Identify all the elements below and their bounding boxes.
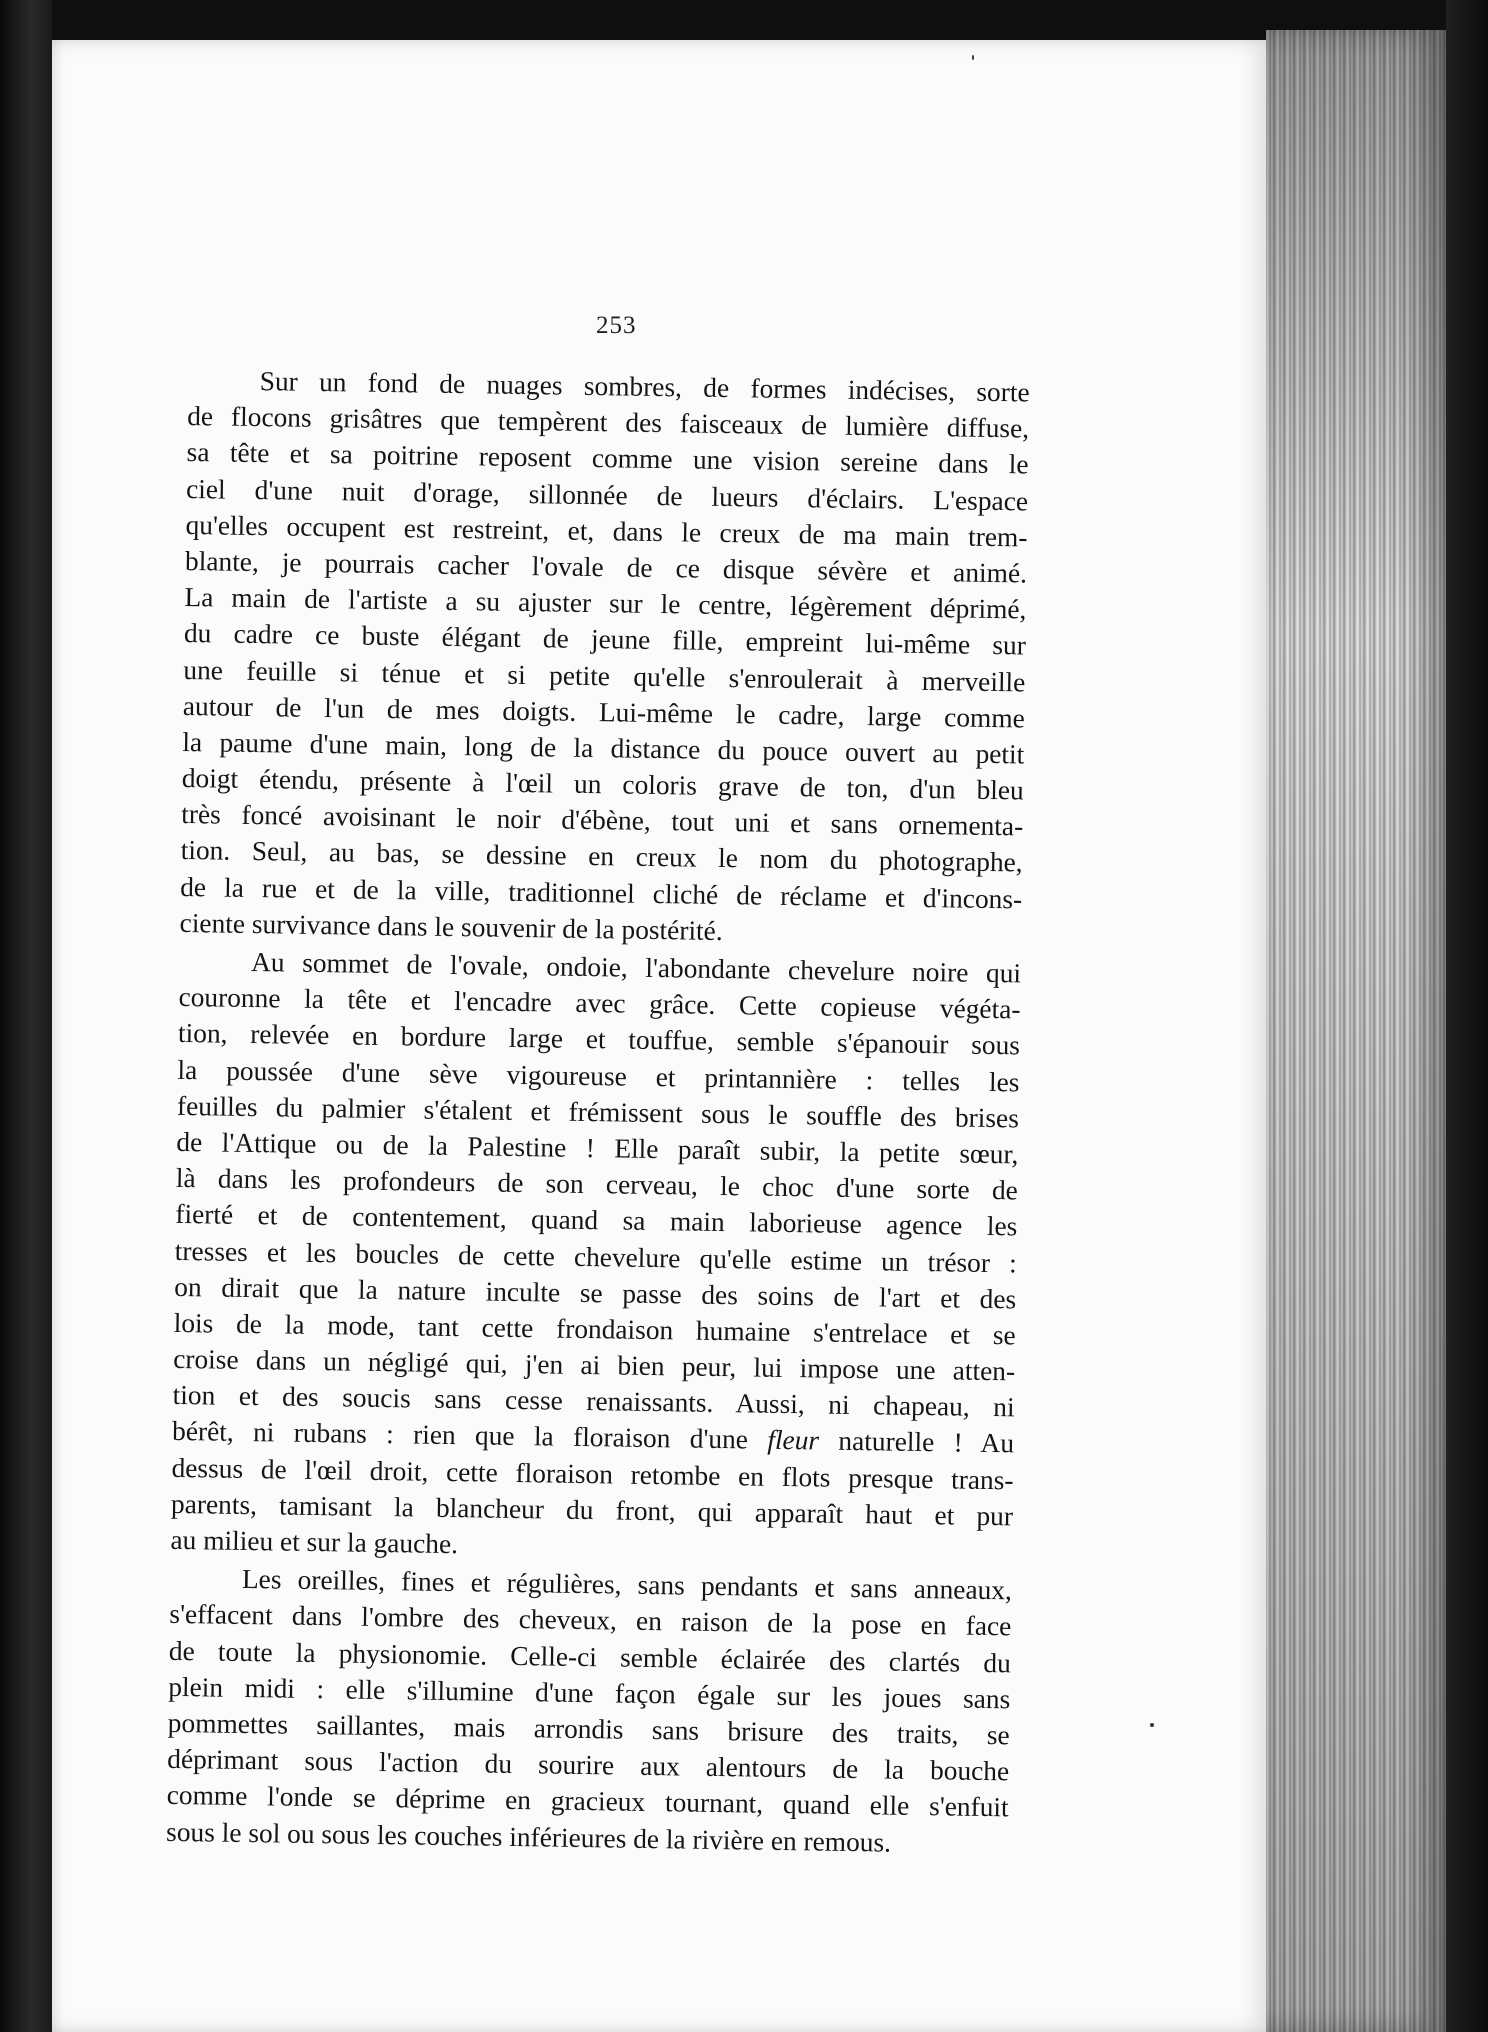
text-line: pommettes saillantes, mais arrondis sans brisure des traits, se — [167, 1707, 1010, 1751]
dust-speck — [972, 55, 974, 60]
text-line: s'effacent dans l'ombre des cheveux, en raison de la pose en face — [169, 1599, 1012, 1642]
page-number: 253 — [596, 312, 637, 339]
text-line: très foncé avoisinant le noir d'ébène, tout uni et sans ornementa- — [181, 799, 1024, 842]
text-line: tion et des soucis sans cesse renaissants. Aussi, ni chapeau, ni — [172, 1380, 1015, 1423]
book-cover-edge — [1446, 0, 1488, 2032]
text-line: doigt étendu, présente à l'œil un coloris grave de ton, d'un bleu — [181, 763, 1024, 806]
scan-left-border — [0, 0, 52, 2032]
text-line: là dans les profondeurs de son cerveau, le choc d'une sorte de — [175, 1163, 1019, 1206]
text-line: Sur un fond de nuages sombres, de formes indécises, sorte — [259, 366, 1030, 408]
text-line: la poussée d'une sève vigoureuse et printannière : telles les — [177, 1054, 1020, 1097]
text-line: feuilles du palmier s'étalent et frémissent sous le souffle des brises — [176, 1090, 1020, 1134]
italic-word: fleur — [767, 1425, 820, 1456]
text-line: couronne la tête et l'encadre avec grâce. Cette copieuse végéta- — [178, 982, 1021, 1025]
text-line: au milieu et sur la gauche. — [170, 1524, 459, 1560]
text-line: déprimant sous l'action du sourire aux alentours de la bouche — [167, 1743, 1010, 1787]
text-line: du cadre ce buste élégant de jeune fille, empreint lui-même sur — [183, 618, 1027, 661]
text-line: de l'Attique ou de la Palestine ! Elle paraît subir, la petite sœur, — [176, 1126, 1019, 1170]
text-line: dessus de l'œil droit, cette floraison retombe en flots presque trans- — [171, 1452, 1014, 1495]
text-line: tion, relevée en bordure large et touffue, semble s'épanouir sous — [177, 1018, 1021, 1061]
text-line: ciente survivance dans le souvenir de la postérité. — [179, 907, 723, 946]
text-line: Au sommet de l'ovale, ondoie, l'abondante chevelure noire qui — [250, 947, 1022, 989]
text-line: ciel d'une nuit d'orage, sillonnée de lueurs d'éclairs. L'espace — [185, 473, 1029, 517]
text-line: plein midi : elle s'illumine d'une façon égale sur les joues sans — [168, 1671, 1011, 1715]
text-line: lois de la mode, tant cette frondaison humaine s'entrelace et se — [173, 1307, 1016, 1351]
text-line: autour de l'un de mes doigts. Lui-même le cadre, large comme — [182, 690, 1026, 734]
text-line: tion. Seul, au bas, se dessine en creux le nom du photographe, — [180, 835, 1023, 878]
body-text — [166, 362, 1030, 1862]
text-line: de toute la physionomie. Celle-ci semble éclairée des clartés du — [168, 1635, 1012, 1678]
text-line: sa tête et sa poitrine reposent comme une vision sereine dans le — [186, 437, 1029, 480]
text-line: bérêt, ni rubans : rien que la floraison d'une fleur naturelle ! Au — [171, 1416, 1015, 1459]
text-line: croise dans un négligé qui, j'en ai bien peur, lui impose une atten- — [172, 1343, 1016, 1387]
text-line: blante, je pourrais cacher l'ovale de ce disque sévère et animé. — [184, 545, 1028, 589]
text-line: qu'elles occupent est restreint, et, dans le creux de ma main trem- — [185, 509, 1028, 553]
dust-speck — [1150, 1723, 1154, 1727]
text-line: une feuille si ténue et si petite qu'elle s'enroulerait à merveille — [183, 654, 1026, 697]
text-line: parents, tamisant la blancheur du front, qui apparaît haut et pur — [170, 1488, 1014, 1532]
text-line: de la rue et de la ville, traditionnel cliché de réclame et d'incons- — [179, 871, 1023, 915]
text-line: comme l'onde se déprime en gracieux tournant, quand elle s'enfuit — [166, 1780, 1009, 1823]
text-line: fierté et de contentement, quand sa main laborieuse agence les — [175, 1199, 1018, 1242]
text-line: Les oreilles, fines et régulières, sans pendants et sans anneaux, — [241, 1564, 1013, 1606]
text-line: on dirait que la nature inculte se passe des soins de l'art et des — [174, 1271, 1017, 1315]
text-line: sous le sol ou sous les couches inférieures de la rivière en remous. — [165, 1816, 892, 1858]
text-line: La main de l'artiste a su ajuster sur le centre, légèrement déprimé, — [184, 582, 1027, 625]
text-line: de flocons grisâtres que tempèrent des faisceaux de lumière diffuse, — [186, 401, 1030, 444]
text-line: tresses et les boucles de cette chevelure qu'elle estime un trésor : — [174, 1235, 1017, 1278]
page-edges-stack — [1266, 30, 1446, 2032]
text-line: la paume d'une main, long de la distance du pouce ouvert au petit — [182, 726, 1025, 770]
